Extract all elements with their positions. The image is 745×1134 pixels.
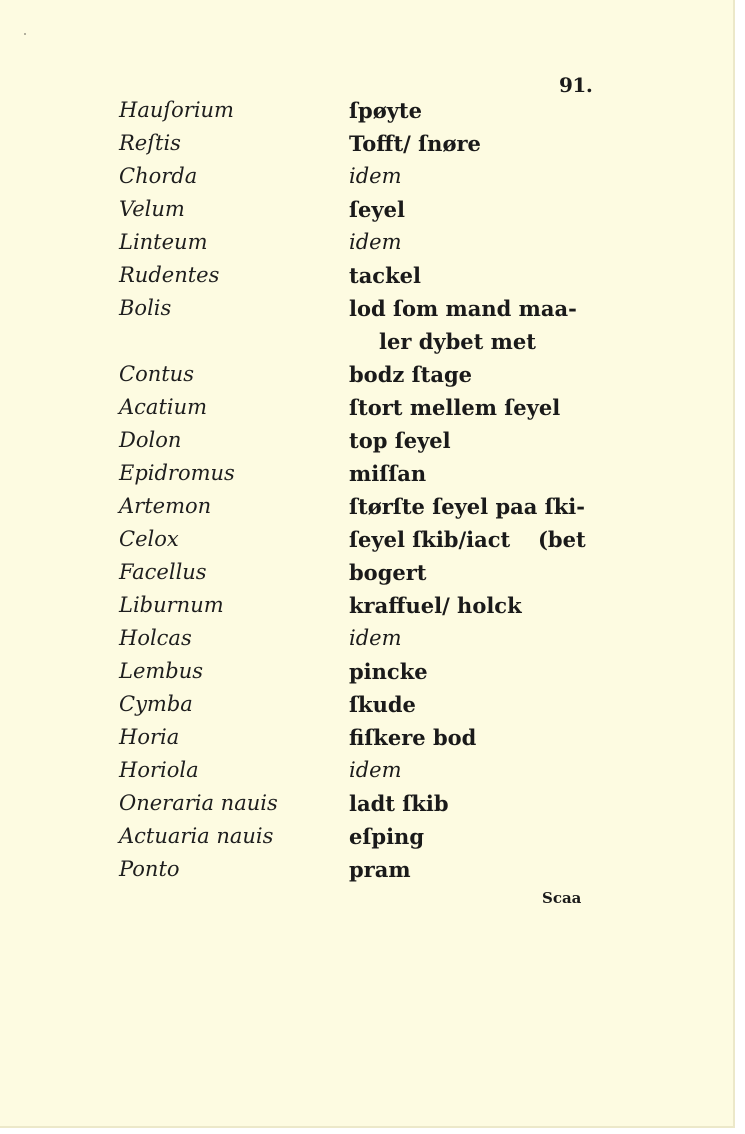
danish-term: ladt ſkib (349, 791, 449, 816)
latin-term: Lembus (119, 659, 204, 683)
danish-term: idem (349, 164, 402, 188)
glossary-row (0, 622, 733, 655)
glossary-row (0, 94, 733, 127)
latin-term: Linteum (119, 230, 208, 254)
danish-term: ſkude (349, 692, 416, 717)
danish-term: ſeyel ſkib/iact (349, 527, 511, 552)
danish-term: ſtort mellem ſeyel (349, 395, 561, 420)
glossary-row (0, 127, 733, 160)
danish-term: pram (349, 857, 411, 882)
danish-term: ſpøyte (349, 98, 422, 123)
glossary-row (0, 193, 733, 226)
danish-term: miſſan (349, 461, 427, 486)
danish-term: lod ſom mand maa- (349, 296, 577, 321)
danish-term-continuation: ler dybet met (379, 329, 536, 354)
latin-term: Epidromus (119, 461, 235, 485)
glossary-row (0, 589, 733, 622)
glossary-row (0, 457, 733, 490)
latin-term: Facellus (119, 560, 207, 584)
danish-term: bodz ſtage (349, 362, 472, 387)
latin-term: Horiola (119, 758, 199, 782)
danish-term: ſtørſte ſeyel paa ſki- (349, 494, 585, 519)
latin-term: Rudentes (119, 263, 220, 287)
danish-term-carryover: (bet (538, 527, 586, 552)
glossary-row (0, 853, 733, 886)
glossary-row (0, 688, 733, 721)
danish-term: bogert (349, 560, 427, 585)
glossary-row (0, 787, 733, 820)
latin-term: Holcas (119, 626, 192, 650)
danish-term: kraffuel/ holck (349, 593, 522, 618)
danish-term: ſeyel (349, 197, 405, 222)
danish-term: top ſeyel (349, 428, 451, 453)
danish-term: eſping (349, 824, 425, 849)
latin-term: Chorda (119, 164, 198, 188)
glossary-row (0, 160, 733, 193)
glossary-row (0, 754, 733, 787)
glossary-list (0, 94, 733, 886)
glossary-row (0, 259, 733, 292)
glossary-row (0, 655, 733, 688)
glossary-row (0, 292, 733, 325)
glossary-row (0, 721, 733, 754)
latin-term: Contus (119, 362, 194, 386)
glossary-row (0, 391, 733, 424)
latin-term: Oneraria nauis (119, 791, 278, 815)
glossary-row-continuation (0, 325, 733, 358)
glossary-row (0, 226, 733, 259)
glossary-row (0, 820, 733, 853)
catchword: Scaa (542, 889, 582, 907)
paper-speck (24, 33, 26, 35)
glossary-row (0, 523, 733, 556)
glossary-row (0, 490, 733, 523)
latin-term: Bolis (119, 296, 172, 320)
latin-term: Celox (119, 527, 179, 551)
glossary-row (0, 424, 733, 457)
glossary-row (0, 556, 733, 589)
latin-term: Dolon (119, 428, 182, 452)
latin-term: Artemon (119, 494, 212, 518)
latin-term: Hauſorium (119, 98, 234, 122)
latin-term: Actuaria nauis (119, 824, 274, 848)
latin-term: Acatium (119, 395, 208, 419)
danish-term: Tofft/ ſnøre (349, 131, 481, 156)
danish-term: idem (349, 230, 402, 254)
danish-term: fiſkere bod (349, 725, 477, 750)
glossary-row (0, 358, 733, 391)
latin-term: Cymba (119, 692, 193, 716)
danish-term: pincke (349, 659, 428, 684)
danish-term: idem (349, 626, 402, 650)
page-number: 91. (559, 73, 593, 97)
latin-term: Ponto (119, 857, 180, 881)
latin-term: Horia (119, 725, 180, 749)
danish-term: tackel (349, 263, 421, 288)
latin-term: Reſtis (119, 131, 181, 155)
danish-term: idem (349, 758, 402, 782)
latin-term: Liburnum (119, 593, 224, 617)
latin-term: Velum (119, 197, 185, 221)
